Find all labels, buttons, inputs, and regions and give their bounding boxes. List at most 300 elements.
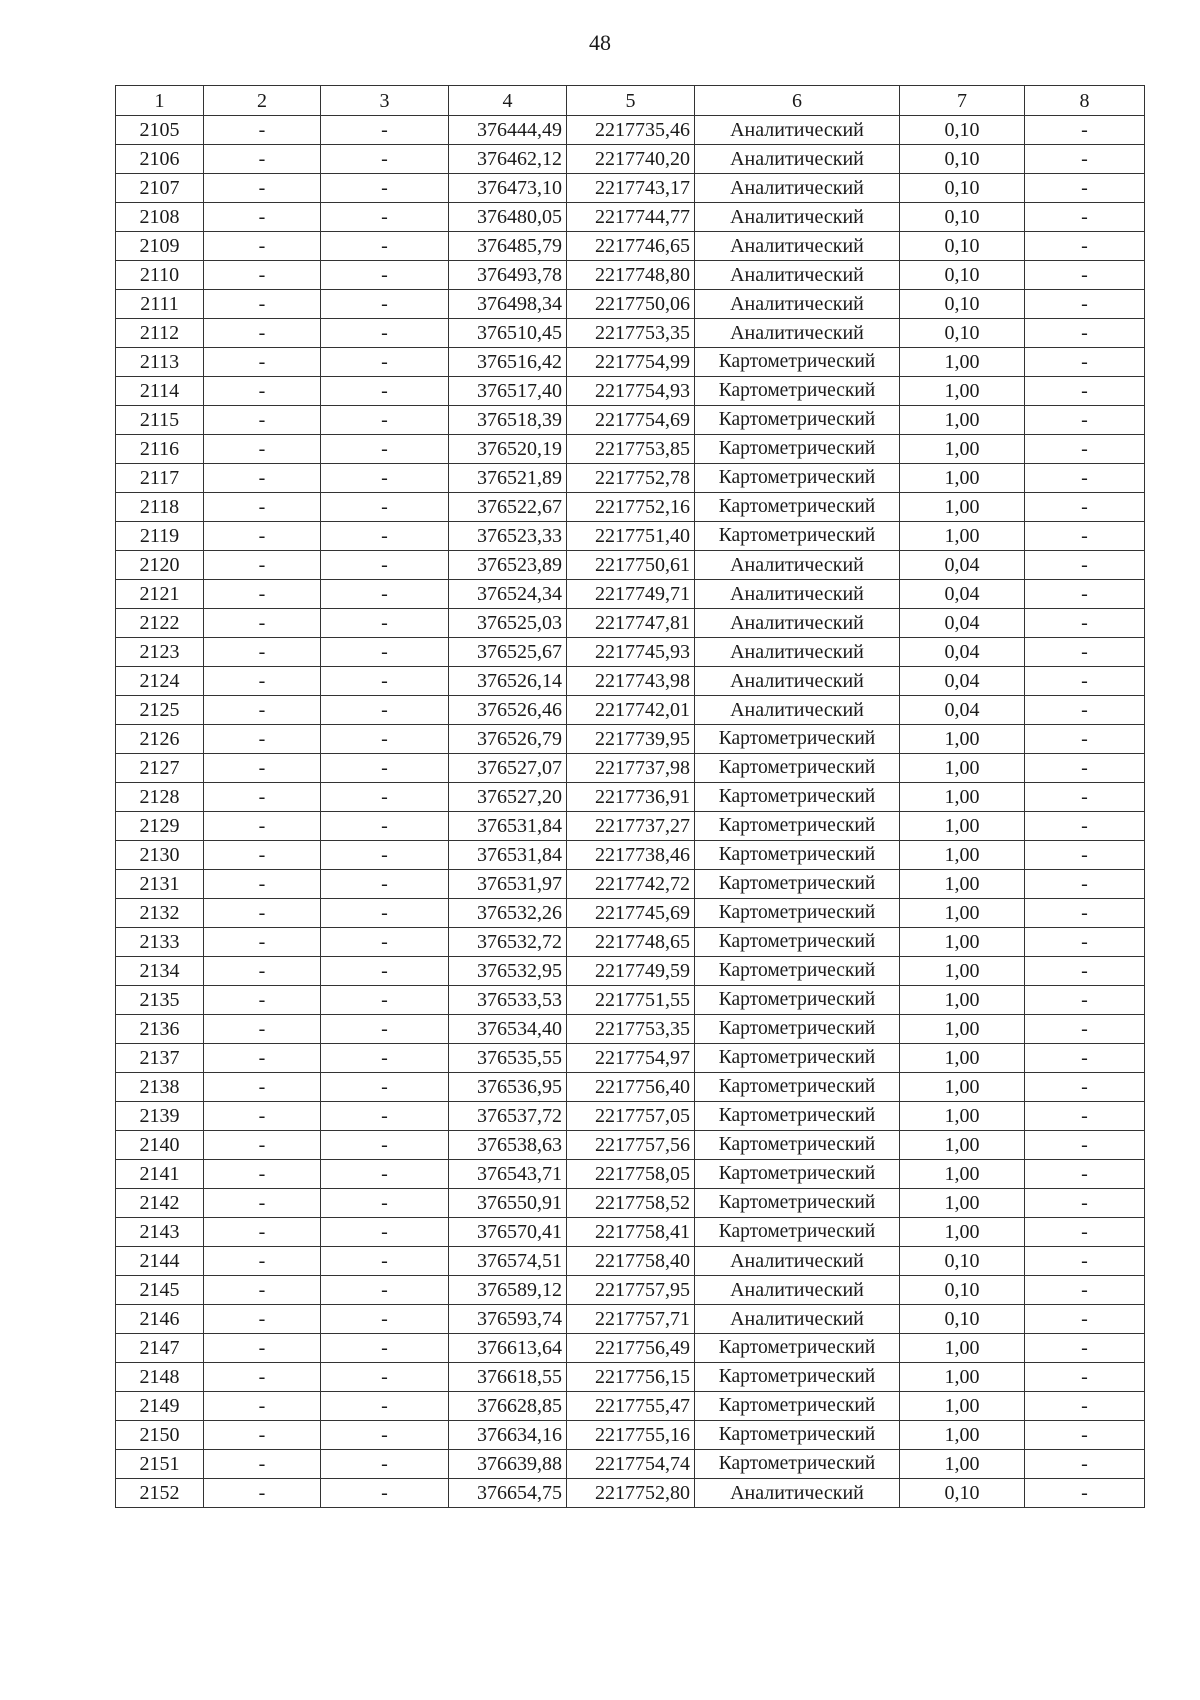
y-coordinate-cell: 2217751,55 — [567, 986, 695, 1015]
table-row — [116, 261, 1145, 290]
method-cell: Картометрический — [695, 522, 900, 551]
col3-cell: - — [321, 667, 449, 696]
table-row — [116, 1015, 1145, 1044]
col3-cell: - — [321, 1044, 449, 1073]
col2-cell: - — [204, 406, 321, 435]
x-coordinate-cell: 376444,49 — [449, 116, 567, 145]
x-coordinate-cell: 376531,84 — [449, 812, 567, 841]
point-number-cell: 2134 — [116, 957, 204, 986]
method-cell: Картометрический — [695, 1073, 900, 1102]
method-cell: Аналитический — [695, 116, 900, 145]
col8-cell: - — [1025, 1073, 1145, 1102]
point-number-cell: 2136 — [116, 1015, 204, 1044]
accuracy-cell: 1,00 — [900, 1450, 1025, 1479]
x-coordinate-cell: 376523,89 — [449, 551, 567, 580]
col2-cell: - — [204, 580, 321, 609]
table-row — [116, 522, 1145, 551]
accuracy-cell: 0,10 — [900, 232, 1025, 261]
point-number-cell: 2118 — [116, 493, 204, 522]
y-coordinate-cell: 2217748,65 — [567, 928, 695, 957]
accuracy-cell: 1,00 — [900, 1363, 1025, 1392]
col2-cell: - — [204, 1015, 321, 1044]
table-row — [116, 841, 1145, 870]
col2-cell: - — [204, 667, 321, 696]
point-number-cell: 2144 — [116, 1247, 204, 1276]
table-row — [116, 1392, 1145, 1421]
col2-cell: - — [204, 1044, 321, 1073]
point-number-cell: 2146 — [116, 1305, 204, 1334]
x-coordinate-cell: 376589,12 — [449, 1276, 567, 1305]
table-row — [116, 406, 1145, 435]
method-cell: Картометрический — [695, 406, 900, 435]
x-coordinate-cell: 376532,95 — [449, 957, 567, 986]
method-cell: Аналитический — [695, 145, 900, 174]
x-coordinate-cell: 376536,95 — [449, 1073, 567, 1102]
y-coordinate-cell: 2217738,46 — [567, 841, 695, 870]
col8-cell: - — [1025, 203, 1145, 232]
x-coordinate-cell: 376510,45 — [449, 319, 567, 348]
x-coordinate-cell: 376639,88 — [449, 1450, 567, 1479]
accuracy-cell: 1,00 — [900, 725, 1025, 754]
y-coordinate-cell: 2217757,05 — [567, 1102, 695, 1131]
col8-cell: - — [1025, 667, 1145, 696]
col8-cell: - — [1025, 1131, 1145, 1160]
y-coordinate-cell: 2217745,93 — [567, 638, 695, 667]
accuracy-cell: 1,00 — [900, 1044, 1025, 1073]
point-number-cell: 2106 — [116, 145, 204, 174]
point-number-cell: 2123 — [116, 638, 204, 667]
point-number-cell: 2113 — [116, 348, 204, 377]
col2-cell: - — [204, 261, 321, 290]
x-coordinate-cell: 376613,64 — [449, 1334, 567, 1363]
column-header: 5 — [567, 86, 695, 116]
col3-cell: - — [321, 551, 449, 580]
method-cell: Картометрический — [695, 812, 900, 841]
method-cell: Аналитический — [695, 174, 900, 203]
method-cell: Аналитический — [695, 667, 900, 696]
point-number-cell: 2122 — [116, 609, 204, 638]
table-row — [116, 116, 1145, 145]
accuracy-cell: 0,10 — [900, 116, 1025, 145]
col3-cell: - — [321, 783, 449, 812]
method-cell: Картометрический — [695, 1189, 900, 1218]
col3-cell: - — [321, 1392, 449, 1421]
method-cell: Аналитический — [695, 580, 900, 609]
table-row — [116, 899, 1145, 928]
y-coordinate-cell: 2217755,16 — [567, 1421, 695, 1450]
col3-cell: - — [321, 899, 449, 928]
y-coordinate-cell: 2217758,05 — [567, 1160, 695, 1189]
col2-cell: - — [204, 493, 321, 522]
x-coordinate-cell: 376537,72 — [449, 1102, 567, 1131]
accuracy-cell: 1,00 — [900, 406, 1025, 435]
col3-cell: - — [321, 348, 449, 377]
x-coordinate-cell: 376527,20 — [449, 783, 567, 812]
col2-cell: - — [204, 1305, 321, 1334]
column-header: 7 — [900, 86, 1025, 116]
method-cell: Картометрический — [695, 464, 900, 493]
accuracy-cell: 1,00 — [900, 1073, 1025, 1102]
table-row — [116, 783, 1145, 812]
x-coordinate-cell: 376520,19 — [449, 435, 567, 464]
x-coordinate-cell: 376570,41 — [449, 1218, 567, 1247]
accuracy-cell: 1,00 — [900, 754, 1025, 783]
method-cell: Картометрический — [695, 754, 900, 783]
point-number-cell: 2137 — [116, 1044, 204, 1073]
method-cell: Аналитический — [695, 1479, 900, 1508]
x-coordinate-cell: 376518,39 — [449, 406, 567, 435]
col3-cell: - — [321, 1276, 449, 1305]
col8-cell: - — [1025, 1421, 1145, 1450]
x-coordinate-cell: 376531,97 — [449, 870, 567, 899]
col2-cell: - — [204, 986, 321, 1015]
table-row — [116, 870, 1145, 899]
x-coordinate-cell: 376574,51 — [449, 1247, 567, 1276]
point-number-cell: 2141 — [116, 1160, 204, 1189]
col2-cell: - — [204, 783, 321, 812]
col3-cell: - — [321, 1305, 449, 1334]
col2-cell: - — [204, 841, 321, 870]
x-coordinate-cell: 376618,55 — [449, 1363, 567, 1392]
col3-cell: - — [321, 986, 449, 1015]
method-cell: Аналитический — [695, 1276, 900, 1305]
method-cell: Картометрический — [695, 957, 900, 986]
y-coordinate-cell: 2217749,59 — [567, 957, 695, 986]
x-coordinate-cell: 376516,42 — [449, 348, 567, 377]
point-number-cell: 2138 — [116, 1073, 204, 1102]
x-coordinate-cell: 376531,84 — [449, 841, 567, 870]
col2-cell: - — [204, 609, 321, 638]
col8-cell: - — [1025, 1218, 1145, 1247]
accuracy-cell: 0,10 — [900, 203, 1025, 232]
y-coordinate-cell: 2217754,93 — [567, 377, 695, 406]
col8-cell: - — [1025, 928, 1145, 957]
col3-cell: - — [321, 290, 449, 319]
col2-cell: - — [204, 348, 321, 377]
accuracy-cell: 0,04 — [900, 696, 1025, 725]
col2-cell: - — [204, 174, 321, 203]
col8-cell: - — [1025, 1450, 1145, 1479]
col8-cell: - — [1025, 1305, 1145, 1334]
col2-cell: - — [204, 899, 321, 928]
x-coordinate-cell: 376525,67 — [449, 638, 567, 667]
col8-cell: - — [1025, 754, 1145, 783]
accuracy-cell: 0,10 — [900, 1479, 1025, 1508]
col2-cell: - — [204, 1073, 321, 1102]
method-cell: Аналитический — [695, 638, 900, 667]
table-row — [116, 377, 1145, 406]
point-number-cell: 2130 — [116, 841, 204, 870]
point-number-cell: 2125 — [116, 696, 204, 725]
accuracy-cell: 1,00 — [900, 435, 1025, 464]
y-coordinate-cell: 2217748,80 — [567, 261, 695, 290]
col2-cell: - — [204, 551, 321, 580]
method-cell: Картометрический — [695, 435, 900, 464]
accuracy-cell: 0,04 — [900, 551, 1025, 580]
x-coordinate-cell: 376525,03 — [449, 609, 567, 638]
coordinates-table — [115, 85, 1145, 1508]
y-coordinate-cell: 2217757,56 — [567, 1131, 695, 1160]
accuracy-cell: 1,00 — [900, 1218, 1025, 1247]
col2-cell: - — [204, 696, 321, 725]
accuracy-cell: 0,10 — [900, 290, 1025, 319]
col2-cell: - — [204, 1392, 321, 1421]
y-coordinate-cell: 2217737,27 — [567, 812, 695, 841]
method-cell: Аналитический — [695, 261, 900, 290]
col3-cell: - — [321, 261, 449, 290]
page-number: 48 — [589, 30, 611, 55]
col3-cell: - — [321, 145, 449, 174]
accuracy-cell: 0,10 — [900, 261, 1025, 290]
col3-cell: - — [321, 1189, 449, 1218]
method-cell: Аналитический — [695, 203, 900, 232]
x-coordinate-cell: 376533,53 — [449, 986, 567, 1015]
y-coordinate-cell: 2217736,91 — [567, 783, 695, 812]
column-header: 6 — [695, 86, 900, 116]
col8-cell: - — [1025, 1015, 1145, 1044]
table-row — [116, 290, 1145, 319]
method-cell: Картометрический — [695, 1044, 900, 1073]
col8-cell: - — [1025, 522, 1145, 551]
col2-cell: - — [204, 725, 321, 754]
table-row — [116, 203, 1145, 232]
method-cell: Картометрический — [695, 1015, 900, 1044]
col3-cell: - — [321, 928, 449, 957]
col8-cell: - — [1025, 870, 1145, 899]
table-row — [116, 580, 1145, 609]
col8-cell: - — [1025, 986, 1145, 1015]
y-coordinate-cell: 2217754,97 — [567, 1044, 695, 1073]
accuracy-cell: 1,00 — [900, 1334, 1025, 1363]
col3-cell: - — [321, 1363, 449, 1392]
table-row — [116, 754, 1145, 783]
point-number-cell: 2119 — [116, 522, 204, 551]
col2-cell: - — [204, 203, 321, 232]
method-cell: Аналитический — [695, 696, 900, 725]
y-coordinate-cell: 2217742,72 — [567, 870, 695, 899]
method-cell: Картометрический — [695, 986, 900, 1015]
col8-cell: - — [1025, 812, 1145, 841]
col3-cell: - — [321, 377, 449, 406]
accuracy-cell: 1,00 — [900, 870, 1025, 899]
table-row — [116, 435, 1145, 464]
x-coordinate-cell: 376522,67 — [449, 493, 567, 522]
x-coordinate-cell: 376532,72 — [449, 928, 567, 957]
point-number-cell: 2139 — [116, 1102, 204, 1131]
col2-cell: - — [204, 1160, 321, 1189]
col8-cell: - — [1025, 319, 1145, 348]
accuracy-cell: 1,00 — [900, 493, 1025, 522]
col2-cell: - — [204, 232, 321, 261]
y-coordinate-cell: 2217740,20 — [567, 145, 695, 174]
table-row — [116, 638, 1145, 667]
y-coordinate-cell: 2217747,81 — [567, 609, 695, 638]
col2-cell: - — [204, 145, 321, 174]
col8-cell: - — [1025, 464, 1145, 493]
col8-cell: - — [1025, 145, 1145, 174]
point-number-cell: 2127 — [116, 754, 204, 783]
y-coordinate-cell: 2217758,52 — [567, 1189, 695, 1218]
col8-cell: - — [1025, 174, 1145, 203]
method-cell: Картометрический — [695, 870, 900, 899]
table-row — [116, 986, 1145, 1015]
col8-cell: - — [1025, 116, 1145, 145]
col2-cell: - — [204, 928, 321, 957]
point-number-cell: 2108 — [116, 203, 204, 232]
y-coordinate-cell: 2217735,46 — [567, 116, 695, 145]
col8-cell: - — [1025, 1276, 1145, 1305]
col8-cell: - — [1025, 1044, 1145, 1073]
col3-cell: - — [321, 841, 449, 870]
col2-cell: - — [204, 1102, 321, 1131]
accuracy-cell: 1,00 — [900, 348, 1025, 377]
table-row — [116, 1189, 1145, 1218]
col8-cell: - — [1025, 783, 1145, 812]
table-row — [116, 1073, 1145, 1102]
table-row — [116, 464, 1145, 493]
method-cell: Картометрический — [695, 1363, 900, 1392]
table-row — [116, 1363, 1145, 1392]
table-row — [116, 957, 1145, 986]
y-coordinate-cell: 2217746,65 — [567, 232, 695, 261]
col8-cell: - — [1025, 232, 1145, 261]
column-header: 3 — [321, 86, 449, 116]
table-row — [116, 609, 1145, 638]
accuracy-cell: 0,10 — [900, 145, 1025, 174]
col2-cell: - — [204, 870, 321, 899]
col3-cell: - — [321, 1450, 449, 1479]
col8-cell: - — [1025, 725, 1145, 754]
col3-cell: - — [321, 1015, 449, 1044]
accuracy-cell: 1,00 — [900, 1131, 1025, 1160]
x-coordinate-cell: 376480,05 — [449, 203, 567, 232]
y-coordinate-cell: 2217752,78 — [567, 464, 695, 493]
col8-cell: - — [1025, 435, 1145, 464]
table-row — [116, 493, 1145, 522]
y-coordinate-cell: 2217752,80 — [567, 1479, 695, 1508]
col3-cell: - — [321, 957, 449, 986]
y-coordinate-cell: 2217756,49 — [567, 1334, 695, 1363]
x-coordinate-cell: 376493,78 — [449, 261, 567, 290]
column-header: 2 — [204, 86, 321, 116]
point-number-cell: 2129 — [116, 812, 204, 841]
table-row — [116, 1247, 1145, 1276]
col3-cell: - — [321, 1334, 449, 1363]
col3-cell: - — [321, 406, 449, 435]
method-cell: Картометрический — [695, 348, 900, 377]
col2-cell: - — [204, 1276, 321, 1305]
point-number-cell: 2143 — [116, 1218, 204, 1247]
col8-cell: - — [1025, 580, 1145, 609]
point-number-cell: 2151 — [116, 1450, 204, 1479]
method-cell: Аналитический — [695, 232, 900, 261]
col2-cell: - — [204, 957, 321, 986]
accuracy-cell: 1,00 — [900, 928, 1025, 957]
col3-cell: - — [321, 1218, 449, 1247]
x-coordinate-cell: 376628,85 — [449, 1392, 567, 1421]
table-row — [116, 1102, 1145, 1131]
point-number-cell: 2132 — [116, 899, 204, 928]
accuracy-cell: 0,04 — [900, 638, 1025, 667]
y-coordinate-cell: 2217754,74 — [567, 1450, 695, 1479]
x-coordinate-cell: 376535,55 — [449, 1044, 567, 1073]
method-cell: Аналитический — [695, 1305, 900, 1334]
point-number-cell: 2124 — [116, 667, 204, 696]
x-coordinate-cell: 376498,34 — [449, 290, 567, 319]
accuracy-cell: 0,10 — [900, 319, 1025, 348]
accuracy-cell: 1,00 — [900, 812, 1025, 841]
y-coordinate-cell: 2217751,40 — [567, 522, 695, 551]
col3-cell: - — [321, 1479, 449, 1508]
method-cell: Картометрический — [695, 1218, 900, 1247]
point-number-cell: 2152 — [116, 1479, 204, 1508]
col8-cell: - — [1025, 1160, 1145, 1189]
header-row — [116, 86, 1145, 116]
accuracy-cell: 1,00 — [900, 1160, 1025, 1189]
col8-cell: - — [1025, 1189, 1145, 1218]
col3-cell: - — [321, 1102, 449, 1131]
point-number-cell: 2114 — [116, 377, 204, 406]
accuracy-cell: 1,00 — [900, 1421, 1025, 1450]
table-row — [116, 145, 1145, 174]
method-cell: Аналитический — [695, 290, 900, 319]
x-coordinate-cell: 376485,79 — [449, 232, 567, 261]
col3-cell: - — [321, 232, 449, 261]
point-number-cell: 2133 — [116, 928, 204, 957]
y-coordinate-cell: 2217743,98 — [567, 667, 695, 696]
table-row — [116, 1479, 1145, 1508]
col2-cell: - — [204, 319, 321, 348]
x-coordinate-cell: 376523,33 — [449, 522, 567, 551]
col3-cell: - — [321, 174, 449, 203]
col8-cell: - — [1025, 261, 1145, 290]
point-number-cell: 2148 — [116, 1363, 204, 1392]
x-coordinate-cell: 376527,07 — [449, 754, 567, 783]
table-row — [116, 1276, 1145, 1305]
accuracy-cell: 1,00 — [900, 522, 1025, 551]
y-coordinate-cell: 2217745,69 — [567, 899, 695, 928]
point-number-cell: 2111 — [116, 290, 204, 319]
x-coordinate-cell: 376538,63 — [449, 1131, 567, 1160]
table-row — [116, 319, 1145, 348]
table-row — [116, 928, 1145, 957]
table-row — [116, 1218, 1145, 1247]
method-cell: Картометрический — [695, 783, 900, 812]
col3-cell: - — [321, 203, 449, 232]
col3-cell: - — [321, 116, 449, 145]
method-cell: Картометрический — [695, 1421, 900, 1450]
table-row — [116, 174, 1145, 203]
col8-cell: - — [1025, 551, 1145, 580]
y-coordinate-cell: 2217739,95 — [567, 725, 695, 754]
col8-cell: - — [1025, 406, 1145, 435]
x-coordinate-cell: 376634,16 — [449, 1421, 567, 1450]
method-cell: Картометрический — [695, 1131, 900, 1160]
col8-cell: - — [1025, 1102, 1145, 1131]
column-header: 8 — [1025, 86, 1145, 116]
method-cell: Картометрический — [695, 928, 900, 957]
accuracy-cell: 0,04 — [900, 609, 1025, 638]
col8-cell: - — [1025, 1334, 1145, 1363]
accuracy-cell: 0,10 — [900, 1276, 1025, 1305]
y-coordinate-cell: 2217758,41 — [567, 1218, 695, 1247]
col8-cell: - — [1025, 493, 1145, 522]
point-number-cell: 2117 — [116, 464, 204, 493]
point-number-cell: 2140 — [116, 1131, 204, 1160]
x-coordinate-cell: 376532,26 — [449, 899, 567, 928]
table-row — [116, 232, 1145, 261]
col2-cell: - — [204, 1334, 321, 1363]
